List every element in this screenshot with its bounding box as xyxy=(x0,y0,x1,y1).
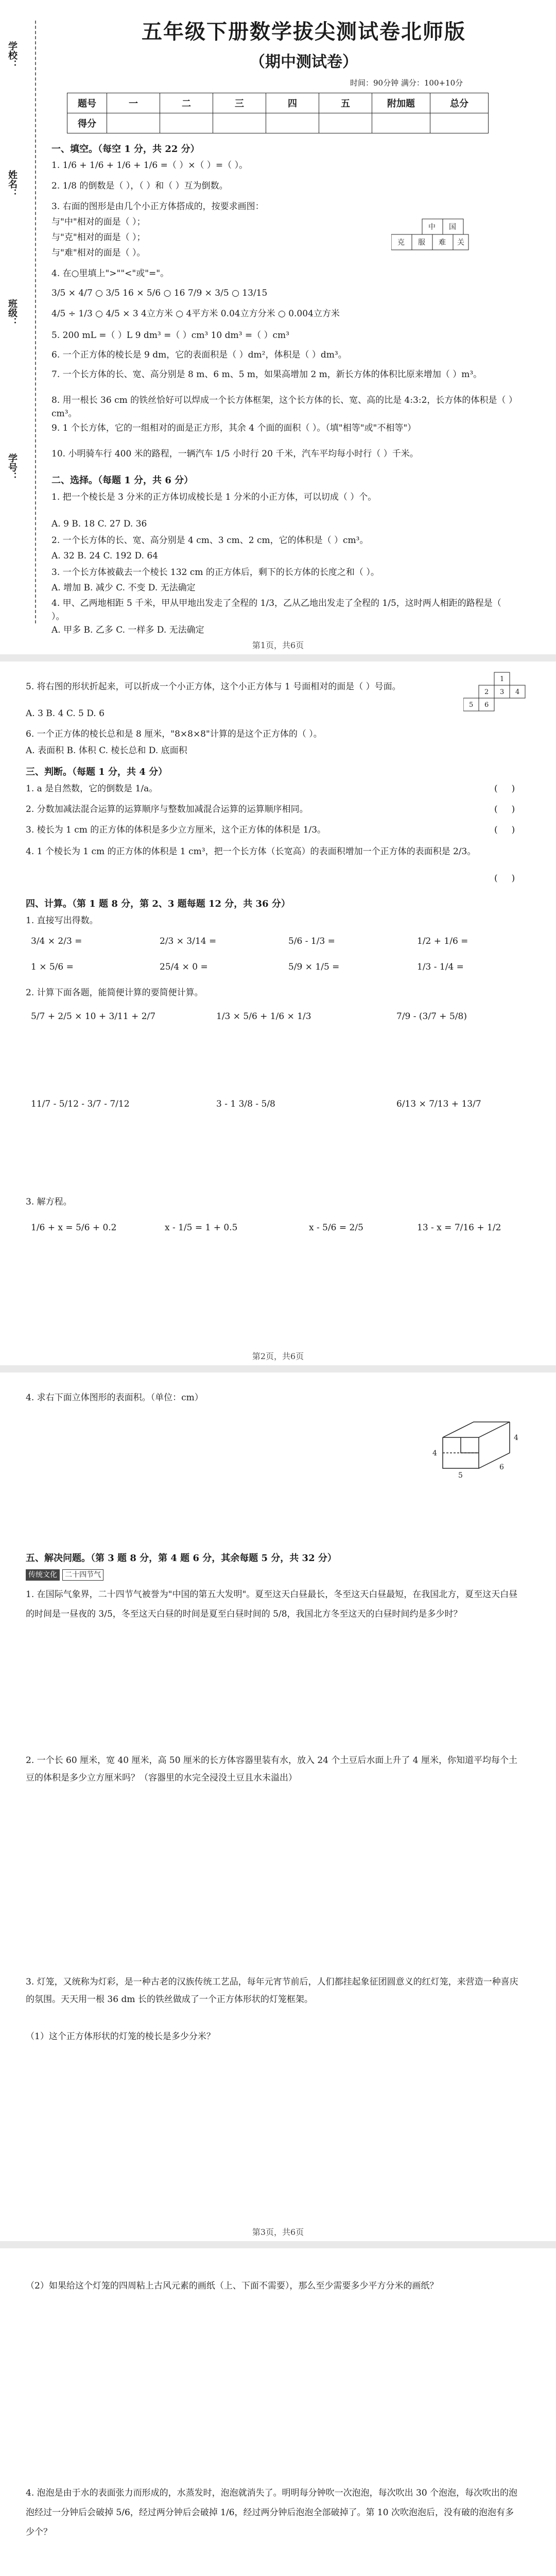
calc-4: 11/7 - 5/12 - 3/7 - 7/12 xyxy=(31,1099,130,1109)
calc-1: 5/7 + 2/5 × 10 + 3/11 + 2/7 xyxy=(31,1011,156,1022)
s5-q4: 4. 泡泡是由于水的表面张力而形成的，水蒸发时，泡泡就消失了。明明每分钟吹一次泡泡，每次吹出 30 个泡泡，每次吹出的泡泡经过一分钟后会破掉 5/6，经过两分钟后会破掉 1/6，经过两分钟后泡泡全部破掉了。第 10 次吹泡泡后，没有破的泡泡有多少个？ xyxy=(26,2488,518,2537)
score-header-cell: 一 xyxy=(107,93,160,113)
calc-5: 3 - 1 3/8 - 5/8 xyxy=(216,1099,275,1109)
score-header-cell: 三 xyxy=(213,93,266,113)
s2-item-5: 5. 将右图的形状折起来，可以折成一个小正方体，这个小正方体与 1 号面相对的面是（ ）号面。 xyxy=(26,682,401,692)
svg-text:服: 服 xyxy=(418,239,425,247)
score-input-cell[interactable] xyxy=(107,113,160,133)
tag-solar-terms: 二十四节气 xyxy=(62,1569,103,1581)
solid-figure xyxy=(422,1412,525,1484)
direct-calc-4: 1/2 + 1/6 = xyxy=(417,936,468,946)
score-table-header-row xyxy=(67,93,489,113)
s2-item-2-options: A. 32 B. 24 C. 192 D. 64 xyxy=(51,551,158,561)
net-face-1: 1 xyxy=(500,675,505,683)
section5-title: 五、解决问题。（第 3 题 8 分，第 4 题 6 分，其余每题 5 分，共 32 分） xyxy=(26,1553,337,1564)
section3-title: 三、判断。（每题 1 分，共 4 分） xyxy=(26,767,168,777)
equation-3: x - 5/6 = 2/5 xyxy=(309,1223,363,1233)
score-input-cell[interactable] xyxy=(266,113,319,133)
side-label-name: 姓名： xyxy=(7,170,18,198)
page-footer-3: 第3页，共6页 xyxy=(252,2227,304,2237)
cube-net-figure xyxy=(391,216,474,258)
page-divider xyxy=(0,2241,556,2248)
s5-q1: 1. 在国际气象界，二十四节气被誉为"中国的第五大发明"。夏至这天白昼最长，冬至这天白昼最短，在我国北方，夏至这天白昼的时间是一昼夜的 3/5，冬至这天白昼的时间是夏至白昼时间的 5/8，我国北方冬至这天的白昼时间约是多少时？ xyxy=(26,1589,518,1619)
side-label-school: 学校： xyxy=(7,41,18,69)
s4-sub1: 1. 直接写出得数。 xyxy=(26,916,98,926)
score-input-cell[interactable] xyxy=(372,113,430,133)
direct-calc-2: 2/3 × 3/14 = xyxy=(160,936,217,946)
page-footer-1: 第1页，共6页 xyxy=(252,640,304,650)
s5-q2: 2. 一个长 60 厘米，宽 40 厘米，高 50 厘米的长方体容器里装有水，放入 24 个土豆后水面上升了 4 厘米，你知道平均每个土豆的体积是多少立方厘米吗？（容器里的水完全浸没土豆且水未溢出） xyxy=(26,1755,518,1783)
score-header-cell: 四 xyxy=(266,93,319,113)
exam-meta: 时间：90分钟 满分：100+10分 xyxy=(350,78,463,88)
s3-item-2-paren[interactable]: ( ) xyxy=(494,804,515,815)
dim-label: 5 xyxy=(458,1471,463,1480)
folding-net-figure xyxy=(463,670,535,726)
score-input-cell[interactable] xyxy=(319,113,372,133)
s3-item-1-paren[interactable]: ( ) xyxy=(494,784,515,794)
score-header-cell: 二 xyxy=(160,93,213,113)
score-header-cell: 题号 xyxy=(67,93,107,113)
section4-title: 四、计算。（第 1 题 8 分，第 2、3 题每题 12 分，共 36 分） xyxy=(26,899,290,909)
s1-item-1: 1. 1/6 + 1/6 + 1/6 + 1/6 =（ ）×（ ）=（ ）。 xyxy=(51,160,248,171)
s1-item-10: 10. 小明骑车行 400 米的路程，一辆汽车 1/5 小时行 20 千米，汽车平均每小时行（ ）千米。 xyxy=(51,449,419,459)
s1-item-5: 5. 200 mL =（ ）L 9 dm³ =（ ）cm³ 10 dm³ =（ ）cm³ xyxy=(51,330,289,341)
direct-calc-5: 1 × 5/6 = xyxy=(31,962,74,972)
q1-tag-culture xyxy=(26,1569,103,1581)
s1-item-3a: 与"中"相对的面是（ ）； xyxy=(51,217,146,227)
score-header-cell: 五 xyxy=(319,93,372,113)
s2-item-1-options: A. 9 B. 18 C. 27 D. 36 xyxy=(51,519,147,529)
exam-subtitle: （期中测试卷） xyxy=(250,53,358,71)
s2-item-2: 2. 一个长方体的长、宽、高分别是 4 cm、3 cm、2 cm，它的体积是（ ）cm³。 xyxy=(51,535,369,546)
s2-item-5-options: A. 3 B. 4 C. 5 D. 6 xyxy=(26,708,105,719)
binding-dashed-line xyxy=(35,21,36,623)
s5-q3b: （2）如果给这个灯笼的四周粘上古风元素的画纸（上、下面不需要），那么至少需要多少平方分米的画纸？ xyxy=(26,2281,439,2291)
direct-calc-8: 1/3 - 1/4 = xyxy=(417,962,464,972)
direct-calc-7: 5/9 × 1/5 = xyxy=(288,962,340,972)
equation-4: 13 - x = 7/16 + 1/2 xyxy=(417,1223,501,1233)
section2-title: 二、选择。（每题 1 分，共 6 分） xyxy=(51,475,194,486)
equation-2: x - 1/5 = 1 + 0.5 xyxy=(165,1223,238,1233)
s3-item-3-paren[interactable]: ( ) xyxy=(494,825,515,835)
s3-item-2: 2. 分数加减法混合运算的运算顺序与整数加减混合运算的运算顺序相同。 xyxy=(26,804,308,815)
s3-item-4: 4. 1 个棱长为 1 cm 的正方体的体积是 1 cm³，把一个长方体（长宽高）的表面积增加一个正方体的表面积是 2/3。 xyxy=(26,846,476,857)
s1-item-4: 4. 在○里填上">""<"或"="。 xyxy=(51,268,169,279)
direct-calc-3: 5/6 - 1/3 = xyxy=(288,936,335,946)
calc-2: 1/3 × 5/6 + 1/6 × 1/3 xyxy=(216,1011,311,1022)
score-table-score-row xyxy=(67,113,489,133)
calc-6: 6/13 × 7/13 + 13/7 xyxy=(396,1099,481,1109)
score-input-cell[interactable] xyxy=(213,113,266,133)
s5-q3: 3. 灯笼，又统称为灯彩，是一种古老的汉族传统工艺品，每年元宵节前后，人们都挂起象征团圆意义的红灯笼，来营造一种喜庆的氛围。天天用一根 36 dm 长的铁丝做成了一个正方体形状的灯笼框架。 xyxy=(26,1977,518,2005)
s1-item-3c: 与"难"相对的面是（ ）。 xyxy=(51,248,146,258)
section1-title: 一、填空。（每空 1 分，共 22 分） xyxy=(51,144,200,155)
s3-item-4-paren[interactable]: ( ) xyxy=(494,873,515,884)
s4-sub3: 3. 解方程。 xyxy=(26,1197,72,1207)
svg-text:国: 国 xyxy=(449,223,456,231)
direct-calc-6: 25/4 × 0 = xyxy=(160,962,208,972)
s2-item-4-options: A. 甲多 B. 乙多 C. 一样多 D. 无法确定 xyxy=(51,625,204,635)
s1-item-3: 3. 右面的图形是由几个小正方体搭成的，按要求画图： xyxy=(51,201,264,212)
s1-item-4a: 3/5 × 4/7 ○ 3/5 16 × 5/6 ○ 16 7/9 × 3/5 ○ 13/15 xyxy=(51,288,268,298)
score-header-cell: 总分 xyxy=(430,93,489,113)
svg-text:关: 关 xyxy=(457,239,464,247)
score-header-cell: 附加题 xyxy=(372,93,430,113)
net-face-5: 5 xyxy=(469,701,474,709)
dim-label: 6 xyxy=(499,1463,504,1471)
s1-item-3b: 与"克"相对的面是（ ）； xyxy=(51,232,146,243)
score-table xyxy=(67,93,489,133)
dim-label: 4 xyxy=(514,1434,518,1442)
s1-item-6: 6. 一个正方体的棱长是 9 dm，它的表面积是（ ）dm²，体积是（ ）dm³。 xyxy=(51,350,347,360)
s4-sub2: 2. 计算下面各题，能简便计算的要简便计算。 xyxy=(26,988,203,998)
s3-item-1: 1. a 是自然数，它的倒数是 1/a。 xyxy=(26,784,158,794)
s1-item-8: 8. 用一根长 36 cm 的铁丝恰好可以焊成一个长方体框架，这个长方体的长、宽、高的比是 4:3:2，长方体的体积是（ ）cm³。 xyxy=(51,395,513,419)
net-face-2: 2 xyxy=(484,688,489,696)
net-face-3: 3 xyxy=(500,688,505,696)
score-input-cell[interactable] xyxy=(430,113,489,133)
side-label-number: 学号： xyxy=(7,453,18,481)
s5-q3a: （1）这个正方体形状的灯笼的棱长是多少分米？ xyxy=(26,2031,215,2042)
svg-text:克: 克 xyxy=(397,239,405,247)
calc-3: 7/9 - (3/7 + 5/8) xyxy=(396,1011,467,1022)
svg-text:难: 难 xyxy=(439,239,446,247)
tag-traditional-culture: 传统文化 xyxy=(26,1569,60,1581)
s2-item-4: 4. 甲、乙两地相距 5 千米，甲从甲地出发走了全程的 1/3，乙从乙地出发走了全程的 1/5，这时两人相距的路程是（ ）。 xyxy=(51,598,501,622)
side-label-class: 班级： xyxy=(7,299,18,327)
s2-item-3: 3. 一个长方体被截去一个棱长 132 cm 的正方体后，剩下的长方体的长度之和（ ）。 xyxy=(51,567,379,578)
s2-item-6-options: A. 表面积 B. 体积 C. 棱长总和 D. 底面积 xyxy=(26,745,187,756)
s1-item-2: 2. 1/8 的倒数是（ ），（ ）和（ ）互为倒数。 xyxy=(51,181,228,191)
s3-item-3: 3. 棱长为 1 cm 的正方体的体积是多少立方厘米，这个正方体的体积是 1/3。 xyxy=(26,825,326,835)
score-input-cell[interactable] xyxy=(160,113,213,133)
page-footer-2: 第2页，共6页 xyxy=(252,1351,304,1361)
net-face-4: 4 xyxy=(515,688,520,696)
dim-label: 4 xyxy=(432,1449,437,1458)
direct-calc-1: 3/4 × 2/3 = xyxy=(31,936,82,946)
exam-title: 五年级下册数学拔尖测试卷北师版 xyxy=(142,20,466,44)
net-face-6: 6 xyxy=(484,701,489,709)
s2-item-6: 6. 一个正方体的棱长总和是 8 厘米，"8×8×8"计算的是这个正方体的（ ）。 xyxy=(26,729,322,739)
s1-item-4b: 4/5 ÷ 1/3 ○ 4/5 × 3 4立方米 ○ 4平方米 0.04立方分米 ○ 0.004立方米 xyxy=(51,309,340,319)
s2-item-1: 1. 把一个棱长是 3 分米的正方体切成棱长是 1 分米的小正方体，可以切成（ ）个。 xyxy=(51,492,377,502)
svg-text:中: 中 xyxy=(428,223,436,231)
page-divider xyxy=(0,654,556,662)
s1-item-9: 9. 1 个长方体，它的一组相对的面是正方形，其余 4 个面的面积（ ）。（填"相等"或"不相等"） xyxy=(51,423,416,433)
s2-item-3-options: A. 增加 B. 减少 C. 不变 D. 无法确定 xyxy=(51,583,196,593)
page-divider xyxy=(0,1365,556,1372)
equation-1: 1/6 + x = 5/6 + 0.2 xyxy=(31,1223,117,1233)
s1-item-7: 7. 一个长方体的长、宽、高分别是 8 m、6 m、5 m，如果高增加 2 m，新长方体的体积比原来增加（ ）m³。 xyxy=(51,369,482,380)
score-row-label: 得分 xyxy=(67,113,107,133)
s4-q4: 4. 求右下面立体图形的表面积。（单位：cm） xyxy=(26,1393,203,1403)
